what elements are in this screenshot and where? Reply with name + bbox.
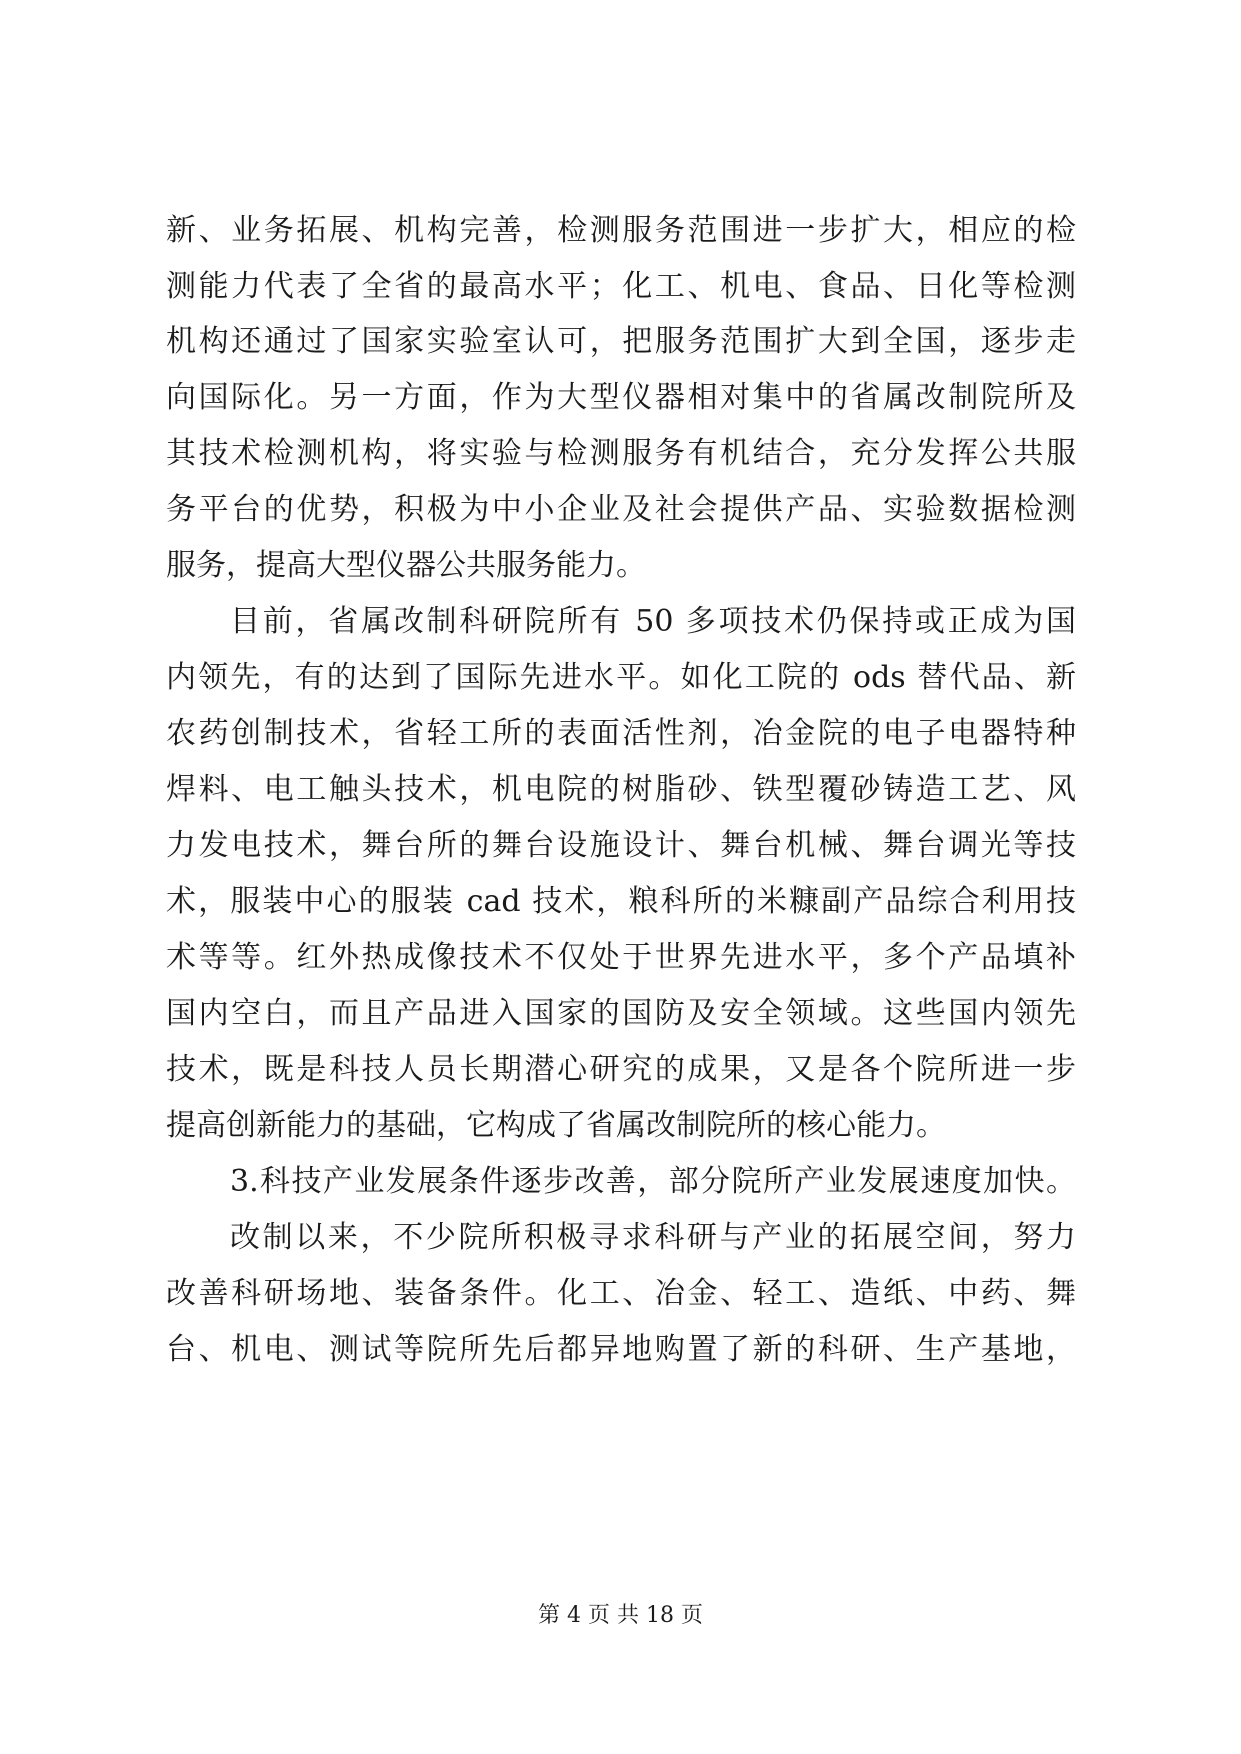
text-line: 力发电技术，舞台所的舞台设施设计、舞台机械、舞台调光等技 [166, 828, 1076, 863]
text-line: 新、业务拓展、机构完善，检测服务范围进一步扩大，相应的检 [166, 213, 1076, 248]
text-line: 务平台的优势，积极为中小企业及社会提供产品、实验数据检测 [166, 492, 1076, 527]
text-line: 焊料、电工触头技术，机电院的树脂砂、铁型覆砂铸造工艺、风 [166, 772, 1076, 807]
paragraph-first-line: 目前，省属改制科研院所有 50 多项技术仍保持或正成为国 [230, 604, 1076, 639]
section-heading: 3.科技产业发展条件逐步改善，部分院所产业发展速度加快。 [230, 1164, 1076, 1199]
text-line: 技术，既是科技人员长期潜心研究的成果，又是各个院所进一步 [166, 1052, 1076, 1087]
text-line: 其技术检测机构，将实验与检测服务有机结合，充分发挥公共服 [166, 436, 1076, 471]
text-line: 农药创制技术，省轻工所的表面活性剂，冶金院的电子电器特种 [166, 716, 1076, 751]
paragraph-first-line: 改制以来，不少院所积极寻求科研与产业的拓展空间，努力 [230, 1220, 1076, 1255]
text-line: 国内空白，而且产品进入国家的国防及安全领域。这些国内领先 [166, 996, 1076, 1031]
text-line: 术，服装中心的服装 cad 技术，粮科所的米糠副产品综合利用技 [166, 884, 1076, 919]
page-footer: 第 4 页 共 18 页 [538, 1603, 703, 1628]
text-line: 台、机电、测试等院所先后都异地购置了新的科研、生产基地， [166, 1332, 1076, 1367]
text-line: 服务，提高大型仪器公共服务能力。 [166, 548, 646, 583]
text-line: 改善科研场地、装备条件。化工、冶金、轻工、造纸、中药、舞 [166, 1276, 1076, 1311]
text-line: 向国际化。另一方面，作为大型仪器相对集中的省属改制院所及 [166, 380, 1076, 415]
text-line: 测能力代表了全省的最高水平；化工、机电、食品、日化等检测 [166, 269, 1076, 304]
text-line: 机构还通过了国家实验室认可，把服务范围扩大到全国，逐步走 [166, 324, 1076, 359]
text-line: 内领先，有的达到了国际先进水平。如化工院的 ods 替代品、新 [166, 660, 1076, 695]
text-line: 术等等。红外热成像技术不仅处于世界先进水平，多个产品填补 [166, 940, 1076, 975]
text-line: 提高创新能力的基础，它构成了省属改制院所的核心能力。 [166, 1108, 946, 1143]
